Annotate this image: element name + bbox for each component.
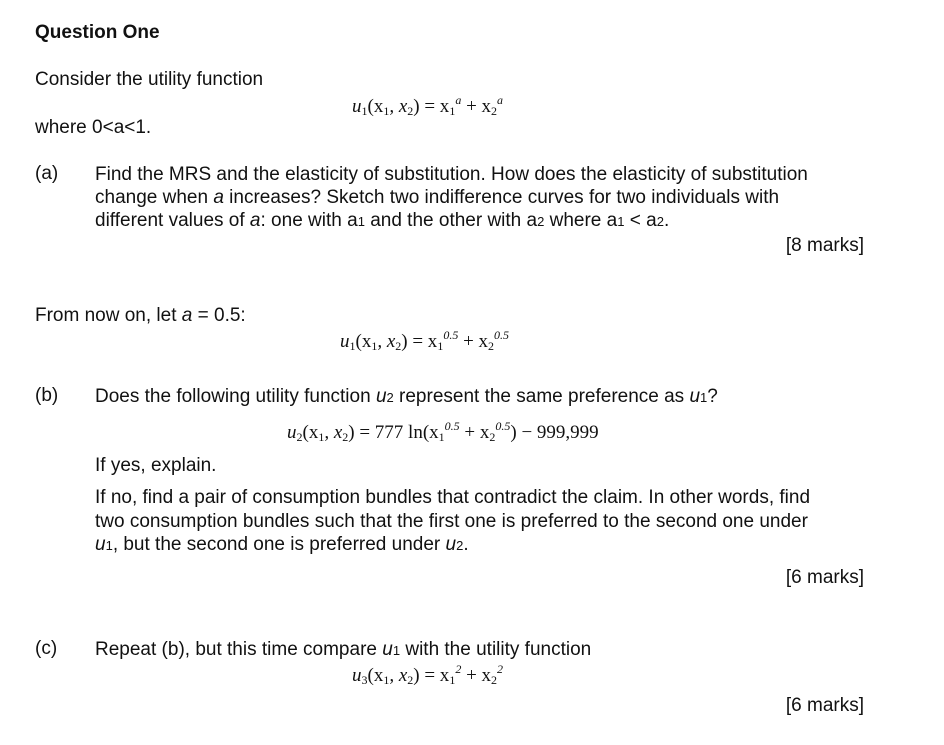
part-b-if-no-1: If no, find a pair of consumption bundles that contradict the claim. In other words, find [95, 487, 811, 508]
part-b-label: (b) [35, 385, 59, 406]
part-a-line-2: change when a increases? Sketch two indifference curves for two individuals with [95, 187, 780, 208]
part-b-if-yes: If yes, explain. [95, 455, 217, 476]
part-b-marks: [6 marks] [785, 567, 864, 588]
utility-equation-u2: $u_2(x_1$, $x_2) = 777$ $\ln(x_1^{0.5} + x_2^{0.5}) - 999,999$ [287, 419, 599, 444]
utility-equation-u1: $u_1(x_1$, $x_2) = x_1^a + x_2^a$ [352, 93, 504, 118]
part-a-label: (a) [35, 163, 59, 184]
question-title: Question One [35, 22, 160, 43]
part-c-marks: [6 marks] [785, 695, 864, 716]
where-condition: where 0<a<1. [35, 117, 152, 138]
utility-equation-u3: $u_3(x_1$, $x_2) = x_1^2 + x_2^2$ [352, 662, 504, 687]
intro-text: Consider the utility function [35, 69, 264, 90]
part-b-question: Does the following utility function u2 represent the same preference as u1? [95, 386, 718, 407]
part-c-question: Repeat (b), but this time compare u1 with the utility function [95, 639, 592, 660]
part-a-line-1: Find the MRS and the elasticity of substitution. How does the elasticity of substitution [95, 164, 808, 185]
part-b-if-no-3: u1, but the second one is preferred under u2. [95, 534, 469, 555]
part-a-line-3: different values of a: one with a1 and the other with a2 where a1 < a2. [95, 210, 670, 231]
from-now-text: From now on, let a = 0.5: [35, 305, 246, 326]
part-a-marks: [8 marks] [785, 235, 864, 256]
part-b-if-no-2: two consumption bundles such that the first one is preferred to the second one under [95, 511, 808, 532]
utility-equation-u1-half: $u_1(x_1$, $x_2) = x_1^{0.5} + x_2^{0.5}$ [340, 328, 510, 353]
part-c-label: (c) [35, 638, 58, 659]
